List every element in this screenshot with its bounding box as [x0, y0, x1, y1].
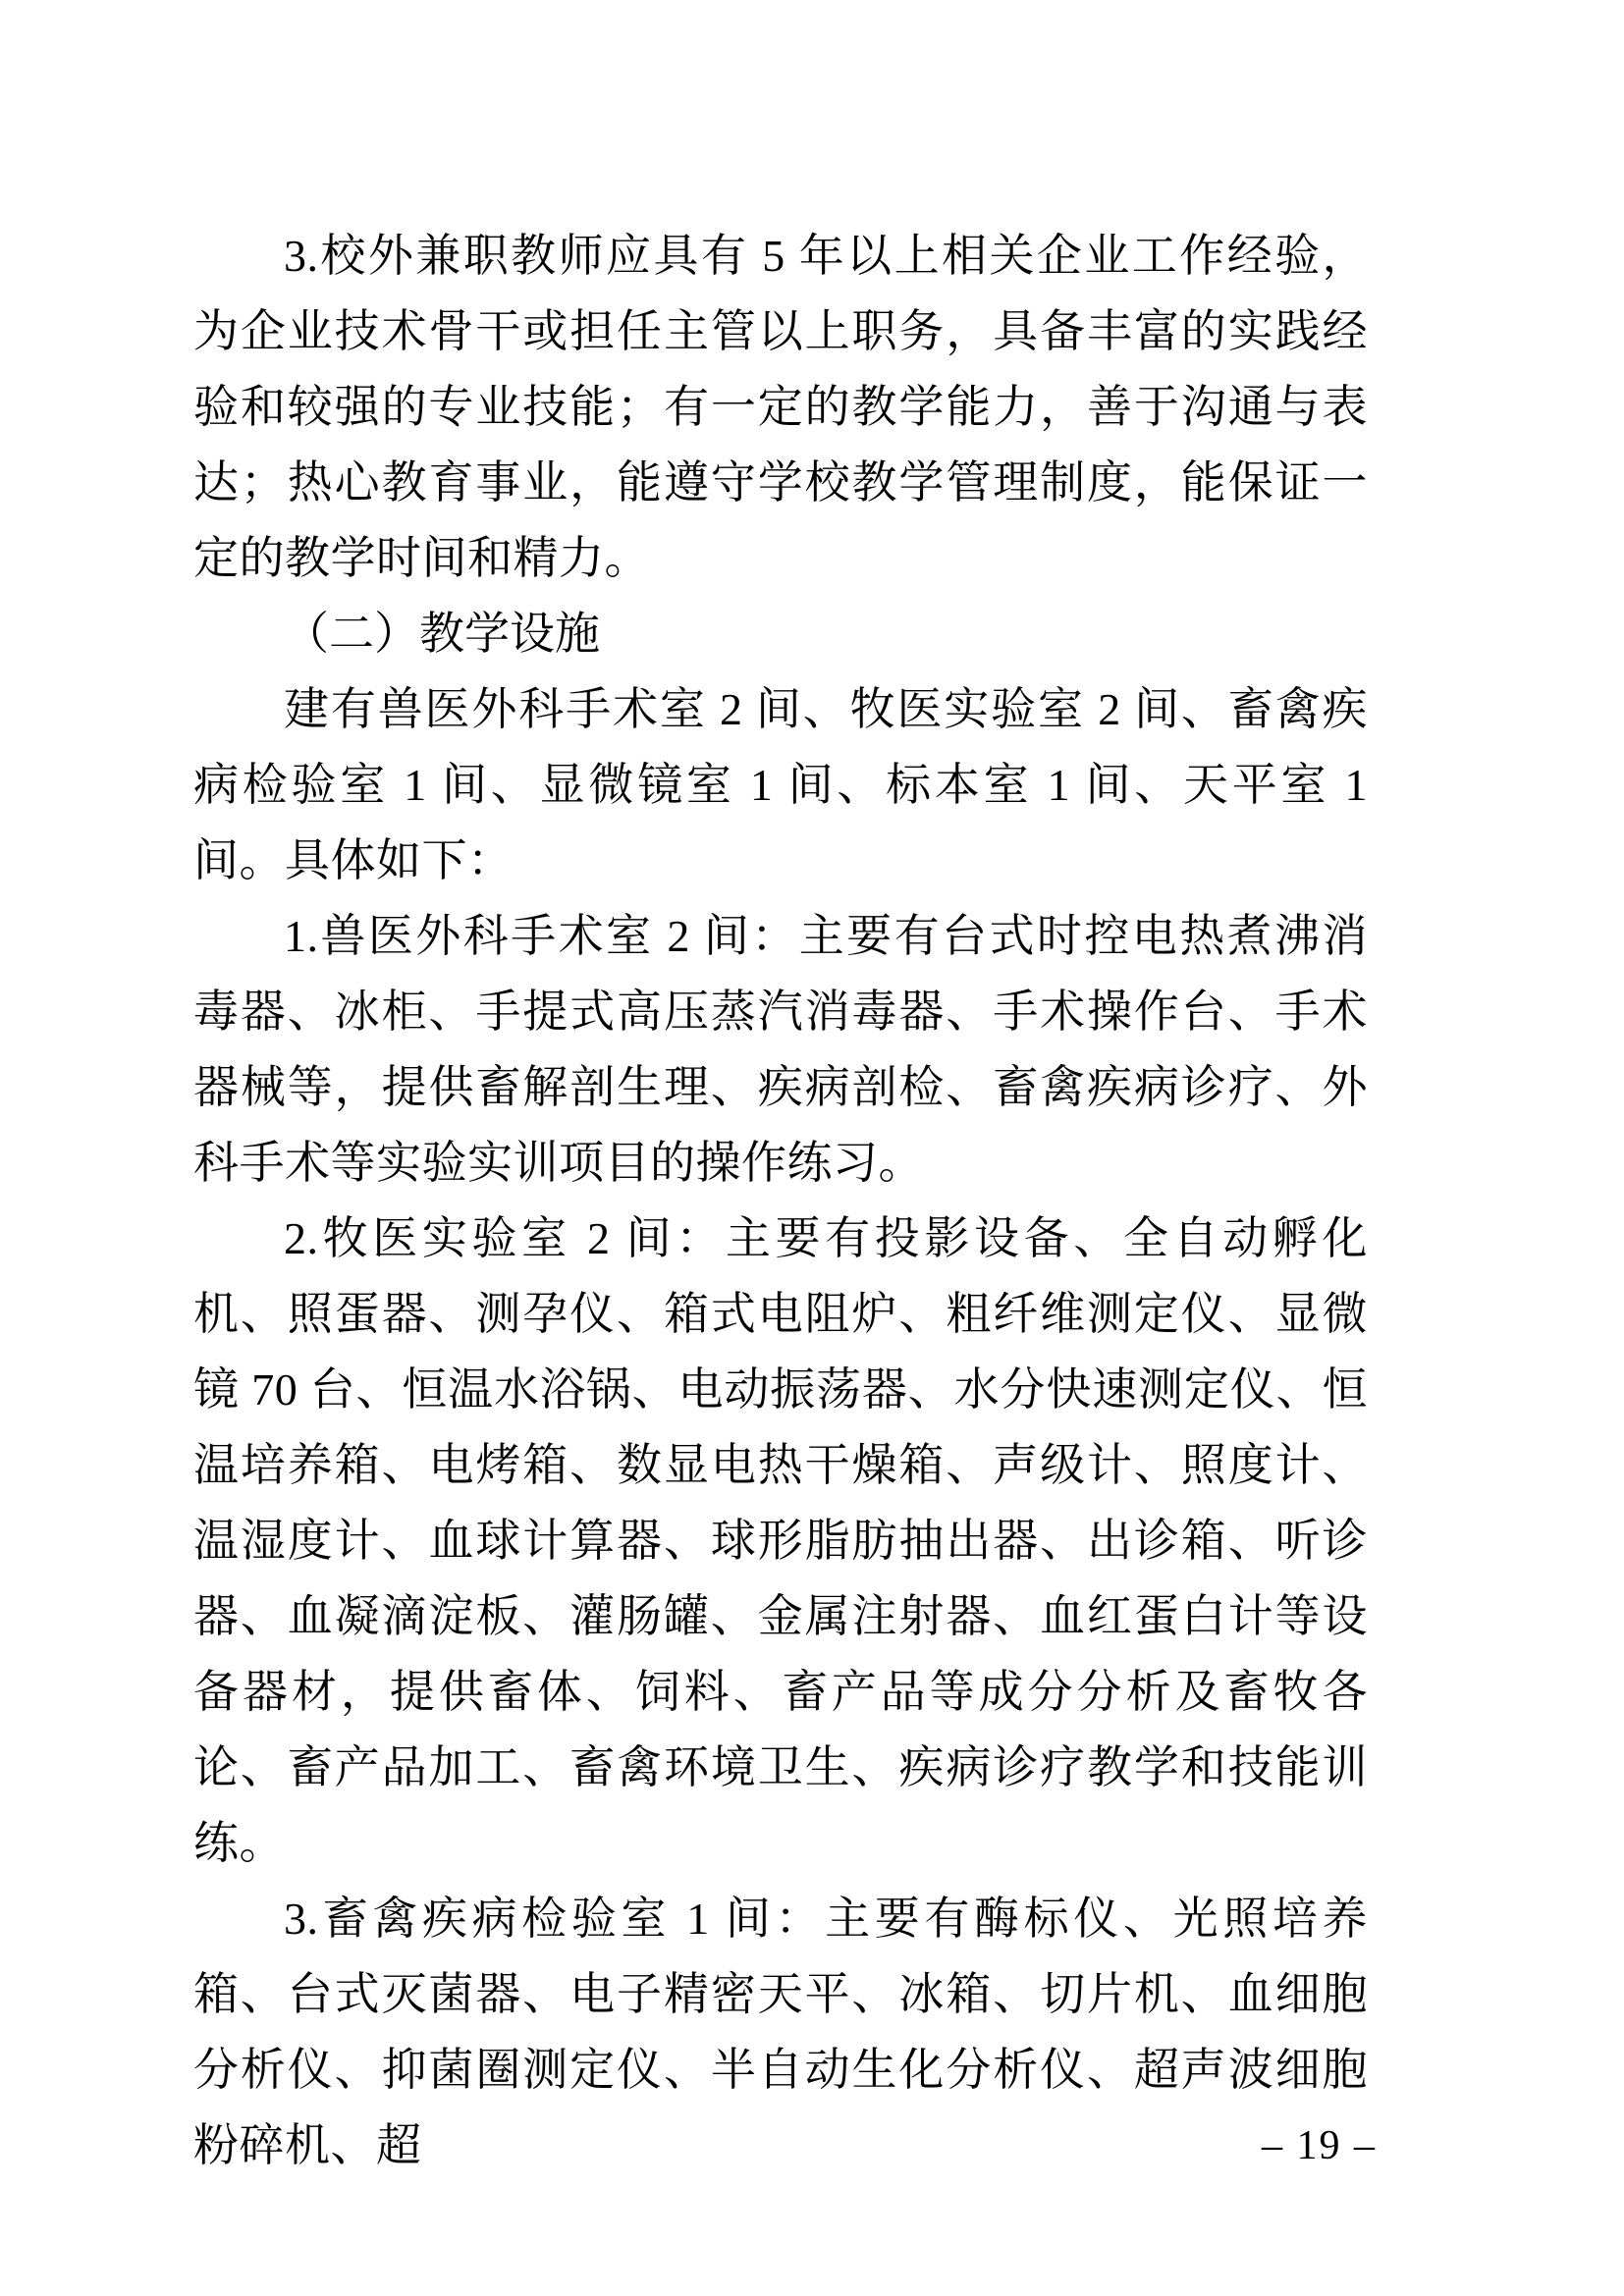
paragraph-facilities-overview: 建有兽医外科手术室 2 间、牧医实验室 2 间、畜禽疾病检验室 1 间、显微镜室 1 间、标本室 1 间、天平室 1 间。具体如下： [193, 684, 1368, 885]
page-number: – 19 – [1262, 2123, 1377, 2168]
paragraph-husbandry-veterinary-labs: 2.牧医实验室 2 间：主要有投影设备、全自动孵化机、照蛋器、测孕仪、箱式电阻炉、粗纤维测定仪、显微镜 70 台、恒温水浴锅、电动振荡器、水分快速测定仪、恒温培养箱、电烤箱、数显电热干燥箱、声级计、照度计、温湿度计、血球计算器、球形脂肪抽出器、出诊箱、听诊器、血凝滴淀板、灌肠罐、金属注射器、血红蛋白计等设备器材，提供畜体、饲料、畜产品等成分分析及畜牧各论、畜产品加工、畜禽环境卫生、疾病诊疗教学和技能训练。 [193, 1213, 1368, 1868]
paragraph-external-teachers: 3.校外兼职教师应具有 5 年以上相关企业工作经验，为企业技术骨干或担任主管以上职务，具备丰富的实践经验和较强的专业技能；有一定的教学能力，善于沟通与表达；热心教育事业，能遵守学校教学管理制度，能保证一定的教学时间和精力。 [193, 231, 1368, 583]
section-heading-teaching-facilities: （二）教学设施 [284, 609, 600, 659]
paragraph-disease-inspection-room: 3.畜禽疾病检验室 1 间：主要有酶标仪、光照培养箱、台式灭菌器、电子精密天平、冰箱、切片机、血细胞分析仪、抑菌圈测定仪、半自动生化分析仪、超声波细胞粉碎机、超 [193, 1894, 1368, 2170]
paragraph-veterinary-surgery-rooms: 1.兽医外科手术室 2 间：主要有台式时控电热煮沸消毒器、冰柜、手提式高压蒸汽消毒器、手术操作台、手术器械等，提供畜解剖生理、疾病剖检、畜禽疾病诊疗、外科手术等实验实训项目的操作练习。 [193, 911, 1368, 1188]
document-body [193, 218, 1368, 2183]
